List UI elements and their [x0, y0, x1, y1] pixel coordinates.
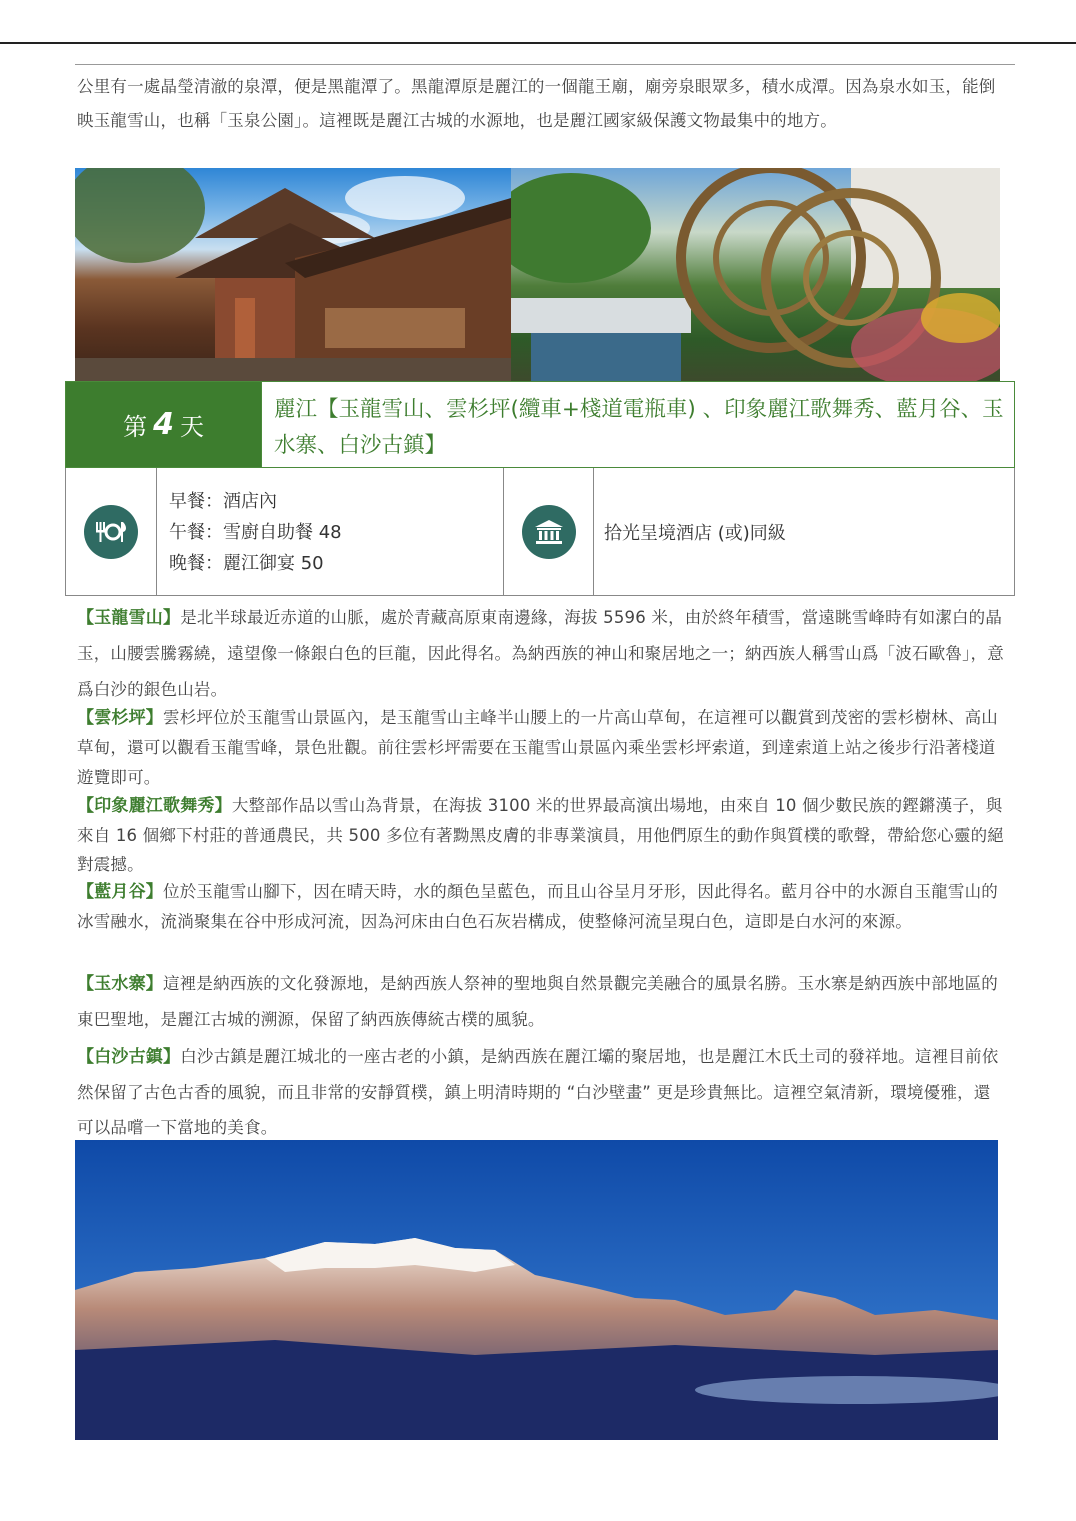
meals-cell	[157, 468, 504, 595]
day-header	[65, 381, 1015, 468]
attraction-yulong-snow-mountain	[77, 600, 1007, 708]
meal-hotel-table	[65, 468, 1015, 596]
temple-photo	[75, 168, 511, 382]
attraction-text: 雲杉坪位於玉龍雪山景區內，是玉龍雪山主峰半山腰上的一片高山草甸，在這裡可以觀賞到茂密的雲杉樹林、高山草甸，還可以觀看玉龍雪峰，景色壯觀。前往雲杉坪需要在玉龍雪山景區內乘坐雲杉坪索道，到達索道上站之後步行沿著棧道遊覽即可。	[77, 708, 998, 787]
attraction-title: 【玉水寨】	[77, 974, 163, 994]
attraction-title: 【雲杉坪】	[77, 708, 163, 728]
page-top-rule	[0, 42, 1076, 44]
hotel-icon-cell	[504, 468, 594, 595]
attraction-title: 【印象麗江歌舞秀】	[77, 796, 232, 816]
day-prefix: 第	[123, 413, 148, 441]
day-number: 4	[153, 407, 174, 442]
dinner-text: 晚餐：麗江御宴 50	[169, 553, 324, 574]
hotel-cell	[594, 468, 1014, 595]
building-icon	[522, 505, 576, 559]
day-badge	[66, 382, 261, 467]
attraction-text: 白沙古鎮是麗江城北的一座古老的小鎮，是納西族在麗江壩的聚居地，也是麗江木氏土司的發祥地。這裡目前依然保留了古色古香的風貌，而且非常的安靜質樸，鎮上明清時期的 “白沙壁畫” 更是珍貴無比。這裡空氣清新，環境優雅，還可以品嚐一下當地的美食。	[77, 1047, 999, 1137]
meal-icon-cell	[66, 468, 157, 595]
hotel-text: 拾光呈境酒店 (或)同級	[604, 522, 786, 544]
water-wheel-photo	[511, 168, 1000, 382]
day-title: 麗江【玉龍雪山、雲杉坪(纜車+棧道電瓶車) 、印象麗江歌舞秀、藍月谷、玉水寨、白沙古鎮】	[261, 382, 1014, 467]
attraction-title: 【玉龍雪山】	[77, 608, 181, 628]
lunch-text: 午餐：雪廚自助餐 48	[169, 522, 342, 543]
attraction-text: 是北半球最近赤道的山脈，處於青藏高原東南邊緣，海拔 5596 米，由於終年積雪，當遠眺雪峰時有如潔白的晶玉，山腰雲騰霧繞，遠望像一條銀白色的巨龍，因此得名。為納西族的神山和聚居地之一；納西族人稱雪山爲「波石歐魯」，意爲白沙的銀色山岩。	[77, 608, 1004, 699]
attraction-text: 大整部作品以雪山為背景，在海拔 3100 米的世界最高演出場地，由來自 10 個少數民族的鏗鏘漢子，與來自 16 個鄉下村莊的普通農民，共 500 多位有著黝黑皮膚的非專業演員，用他們原生的動作與質樸的歌聲，帶給您心靈的絕對震撼。	[77, 796, 1004, 874]
attraction-impression-lijiang	[77, 791, 1007, 879]
attraction-yunshanping	[77, 703, 1007, 793]
attraction-blue-moon-valley	[77, 877, 1007, 936]
attraction-text: 位於玉龍雪山腳下，因在晴天時，水的顏色呈藍色，而且山谷呈月牙形，因此得名。藍月谷中的水源自玉龍雪山的冰雪融水，流淌聚集在谷中形成河流，因為河床由白色石灰岩構成，使整條河流呈現白色，這即是白水河的來源。	[77, 882, 998, 931]
day-suffix: 天	[179, 413, 204, 441]
attraction-yushuizhai	[77, 966, 1007, 1038]
breakfast-text: 早餐：酒店內	[169, 491, 277, 512]
intro-paragraph: 公里有一處晶瑩清澈的泉潭，便是黑龍潭了。黑龍潭原是麗江的一個龍王廟，廟旁泉眼眾多，積水成潭。因為泉水如玉，能倒映玉龍雪山，也稱「玉泉公園」。這裡既是麗江古城的水源地，也是麗江國家級保護文物最集中的地方。	[77, 77, 996, 130]
attraction-baisha-old-town	[77, 1039, 1007, 1145]
attraction-text: 這裡是納西族的文化發源地，是納西族人祭神的聖地與自然景觀完美融合的風景名勝。玉水寨是納西族中部地區的東巴聖地，是麗江古城的溯源，保留了納西族傳統古樸的風貌。	[77, 974, 998, 1029]
attraction-title: 【白沙古鎮】	[77, 1047, 181, 1067]
intro-rule	[75, 64, 1015, 65]
snow-mountain-photo	[75, 1140, 998, 1440]
attraction-title: 【藍月谷】	[77, 882, 163, 902]
restaurant-icon	[84, 505, 138, 559]
